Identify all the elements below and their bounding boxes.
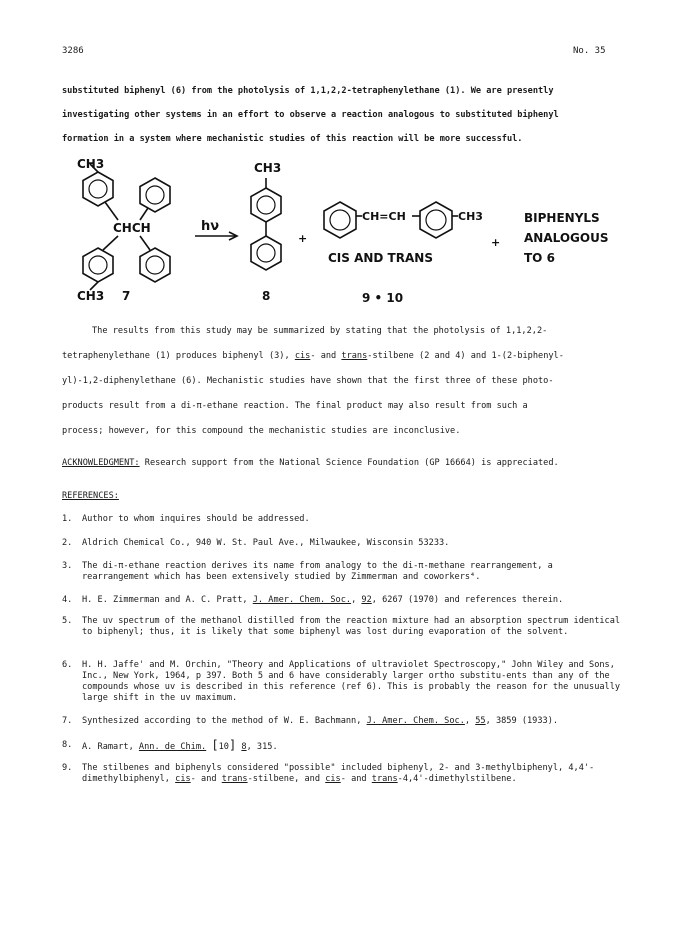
hv-label: hν — [201, 219, 220, 234]
reaction-scheme — [0, 150, 680, 315]
compound-9-10-label: 9 • 10 — [362, 291, 404, 305]
results-line-3: yl)-1,2-diphenylethane (6). Mechanistic studies have shown that the first three of these photo- — [62, 376, 554, 386]
cis-trans-label: CIS AND TRANS — [328, 251, 433, 265]
intro-line-2: investigating other systems in an effort to observe a reaction analogous to substituted biphenyl — [62, 110, 559, 120]
ring-top-right — [140, 178, 170, 212]
ring-top-left — [83, 172, 113, 206]
page-number: 3286 — [62, 46, 84, 56]
ring-stilbene-left — [324, 202, 356, 238]
compound-8-label: 8 — [262, 289, 271, 303]
biphenyls-label: BIPHENYLS — [524, 211, 600, 225]
to-6-label: TO 6 — [524, 251, 555, 265]
ch3-product: CH3 — [254, 161, 282, 175]
results-line-1: The results from this study may be summarized by stating that the photolysis of 1,1,2,2- — [92, 326, 548, 336]
plus-sign-2: + — [491, 236, 501, 249]
ring-product-top — [251, 188, 281, 222]
results-line-5: process; however, for this compound the mechanistic studies are inconclusive. — [62, 426, 461, 436]
compound-7-label: 7 — [122, 289, 131, 303]
ch3-bottom-left: CH3 — [77, 289, 105, 303]
plus-sign-1: + — [298, 232, 308, 245]
intro-line-1: substituted biphenyl (6) from the photolysis of 1,1,2,2-tetraphenylethane (1). We are presently — [62, 86, 554, 96]
ring-bottom-right — [140, 248, 170, 282]
analogous-label: ANALOGOUS — [524, 231, 609, 245]
ring-stilbene-right — [420, 202, 452, 238]
results-line-2: tetraphenylethane (1) produces biphenyl (3), cis- and trans-stilbene (2 and 4) and 1-(2-biphenyl- — [62, 351, 564, 361]
chch-label: CHCH — [113, 221, 151, 235]
stilbene-ch3-label: CH3 — [458, 210, 483, 223]
ring-product-bottom — [251, 236, 281, 270]
ch3-top-left: CH3 — [77, 157, 105, 171]
acknowledgment: ACKNOWLEDGMENT: Research support from the National Science Foundation (GP 16664) is appreciated. — [62, 458, 559, 468]
ring-bottom-left — [83, 248, 113, 282]
issue-number: No. 35 — [573, 46, 606, 56]
references-heading: REFERENCES: — [62, 491, 119, 501]
results-line-4: products result from a di-π-ethane reaction. The final product may also result from such a — [62, 401, 528, 411]
stilbene-ch-label: CH=CH — [362, 210, 406, 223]
intro-line-3: formation in a system where mechanistic studies of this reaction will be more successful. — [62, 134, 523, 144]
